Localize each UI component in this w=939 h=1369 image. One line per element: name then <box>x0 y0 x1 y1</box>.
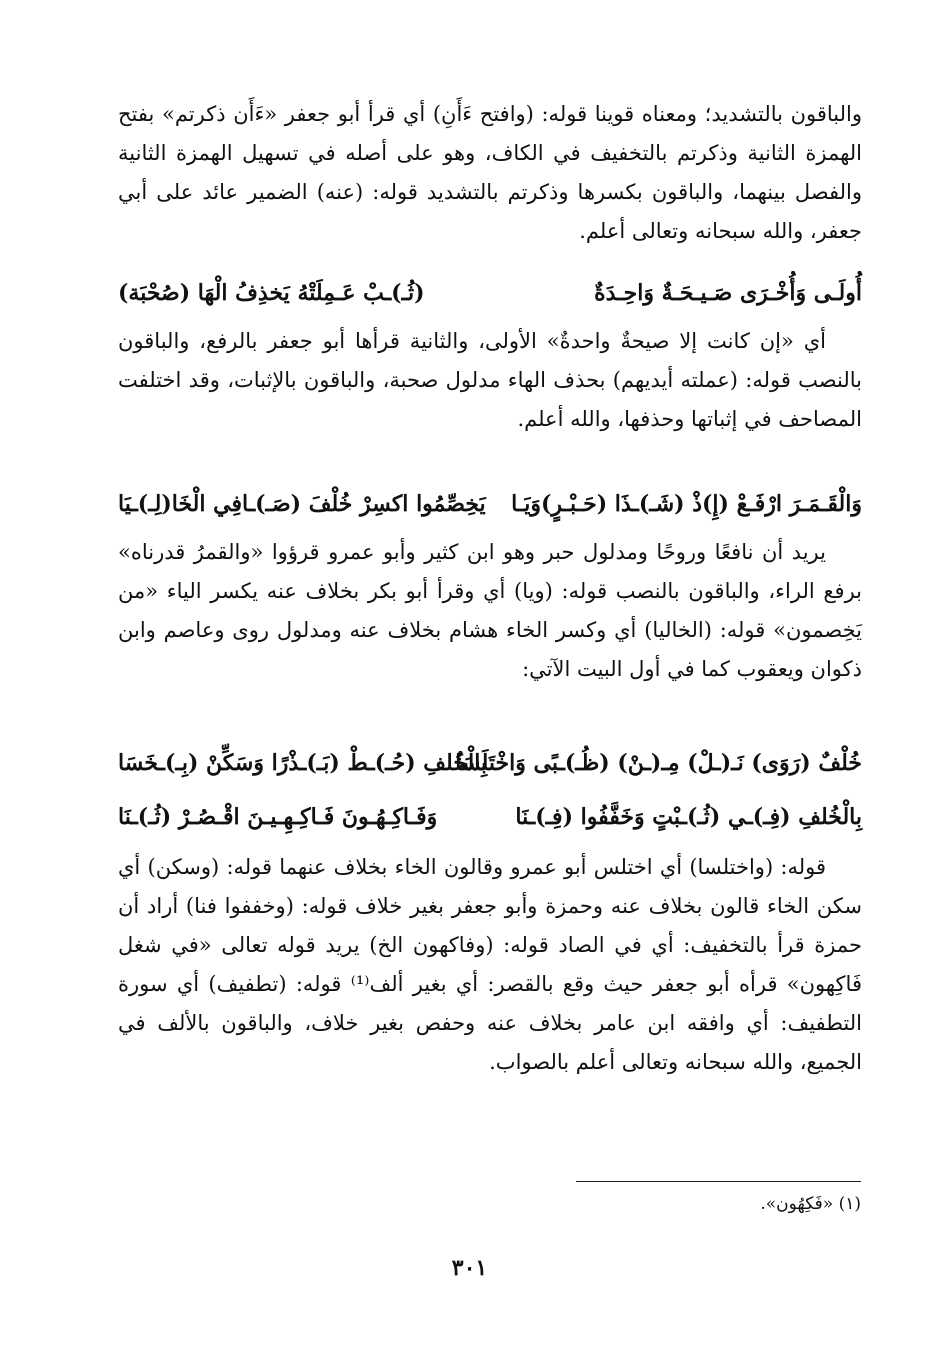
paragraph-text: أي «إن كانت إلا صيحةٌ واحدةٌ» الأولى، والثانية قرأها أبو جعفر بالرفع، والباقون بالنصب قوله: (عملته أيديهم) بحذف الهاء مدلول صحبة، والباقون بالإثبات، وقد اختلفت المصاحف في إثباتها وحذفها، والله أعلم. <box>118 329 862 431</box>
paragraph-text: والباقون بالتشديد؛ ومعناه قوينا قوله: (وافتح ءَأَنِ) أي قرأ أبو جعفر «ءَأَن ذكرتم» بفتح الهمزة الثانية وذكرتم بالتخفيف في الكاف، وهو على أصله في تسهيل الهمزة الثانية والفصل بينهما، والباقون بكسرها وذكرتم بالتشديد قوله: (عنه) الضمير عائد على أبي جعفر، والله سبحانه وتعالى أعلم. <box>118 102 862 243</box>
verse-hemistich-right: خُلْفٌ (رَوَى) نَـ(ـلْ) مِـ(ـنْ) (ظُـ)ـبًى وَاخْتَلَسَا <box>455 750 862 776</box>
paragraph-2 <box>118 322 862 439</box>
footnote: (١) «فَكِهُون». <box>760 1194 861 1214</box>
verse-hemistich-left: (ثُـ)ـبْ عَـمِلَتْهُ يَخذِفُ الْهَا (صُحْبَة) <box>118 280 425 306</box>
footnote-divider <box>576 1181 861 1182</box>
paragraph-1 <box>118 95 862 251</box>
verse-hemistich-left: وَفَـاكِـهُـونَ فَـاكِـهِـيـنَ اقْـصُـرْ (ثُـ)ـنَا <box>118 804 438 830</box>
verse-hemistich-right: أُولَـى وَأُخْـرَى صَـيـحَـةٌ وَاحِـدَةٌ <box>594 280 862 306</box>
verse-hemistich-left: بِالْخُلفِ (حُـ)ـطْ (بَـ)ـذْرًا وَسَكِّنْ (بِـ)ـخَسَا <box>118 750 488 776</box>
verse-hemistich-right: بِالْخُلفِ (فِـ)ـي (ثُـ)ـبْتٍ وَخَفَّفُوا (فِـ)ـنَا <box>515 804 862 830</box>
verse-line-1 <box>118 272 862 314</box>
verse-line-2 <box>118 483 862 525</box>
verse-line-4 <box>118 796 862 838</box>
verse-hemistich-right: وَالْقَـمَـرَ ارْفَـعْ (إِ)ذْ (شَـ)ـذَا (حَـبْـرٍ)وَيَـا <box>511 491 862 517</box>
paragraph-3 <box>118 533 862 689</box>
paragraph-text: قوله: (واختلسا) أي اختلس أبو عمرو وقالون الخاء بخلاف عنهما قوله: (وسكن) أي سكن الخاء قالون بخلاف عنه وحمزة وأبو جعفر بغير خلاف قوله: (وخففوا فنا) أراد أن حمزة قرأ بالتخفيف: أي في الصاد قوله: (وفاكهون الخ) يريد قوله تعالى «في شغل فَاكِهون» قرأه أبو جعفر حيث وقع بالقصر: أي بغير ألف⁽¹⁾ قوله: (تطفيف) أي سورة التطفيف: أي وافقه ابن عامر بخلاف عنه وحفص بغير خلاف، والباقون بالألف في الجميع، والله سبحانه وتعالى أعلم بالصواب. <box>118 855 862 1074</box>
verse-line-3 <box>118 742 862 784</box>
verse-hemistich-left: يَخِصِّمُوا اكسِرْ خُلْفَ (صَـ)ـافِي الْخَا(لِـ)ـيَا <box>118 491 486 517</box>
page-number: ٣٠١ <box>451 1255 488 1281</box>
paragraph-4 <box>118 848 862 1082</box>
paragraph-text: يريد أن نافعًا وروحًا ومدلول حبر وهو ابن كثير وأبو عمرو قرؤوا «والقمرُ قدرناه» برفع الراء، والباقون بالنصب قوله: (ويا) أي وقرأ أبو بكر بخلاف عنه يكسر الياء «من يَخِصمون» قوله: (الخاليا) أي وكسر الخاء هشام بخلاف عنه ومدلول روى وعاصم وابن ذكوان ويعقوب كما في أول البيت الآتي: <box>118 540 862 681</box>
